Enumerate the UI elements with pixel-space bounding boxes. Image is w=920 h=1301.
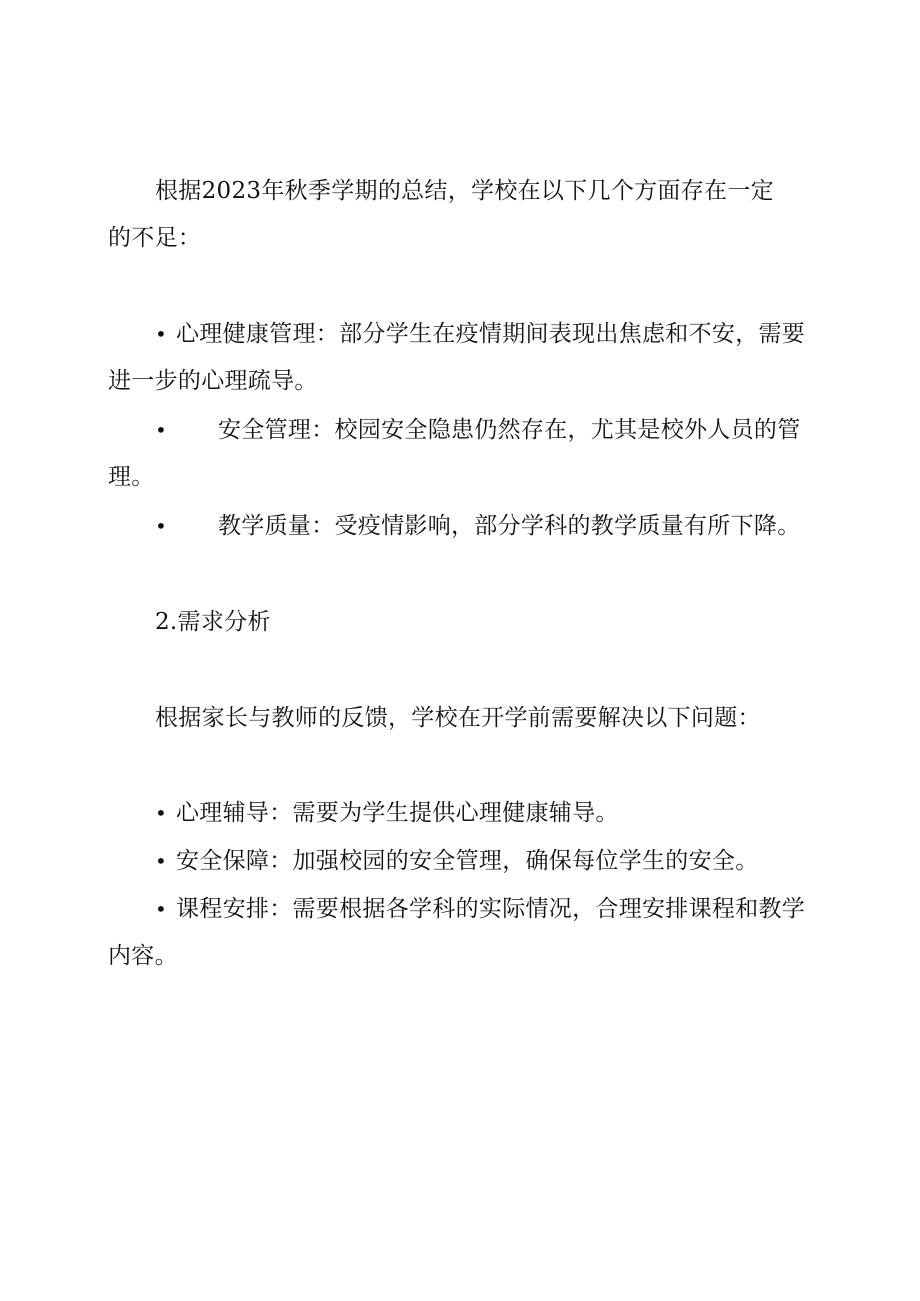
list-item-text-line-2: 理。 — [108, 464, 155, 490]
bullet-marker: • — [155, 897, 167, 921]
section-heading: 2.需求分析 — [155, 609, 271, 635]
list-item-text-line-2: 进一步的心理疏导。 — [108, 368, 318, 394]
list-item-text-line-1: 安全管理：校园安全隐患仍然存在，尤其是校外人员的管 — [218, 417, 801, 443]
list-item-text-line-1: 安全保障：加强校园的安全管理，确保每位学生的安全。 — [176, 848, 759, 874]
intro-paragraph-line-2: 的不足： — [108, 225, 202, 251]
bullet-marker: • — [155, 322, 167, 346]
section-intro: 根据家长与教师的反馈，学校在开学前需要解决以下问题： — [155, 705, 761, 731]
list-item-text-line-1: 心理辅导：需要为学生提供心理健康辅导。 — [176, 800, 619, 826]
bullet-marker: • — [155, 418, 167, 442]
list-item-text-line-1: 教学质量：受疫情影响，部分学科的教学质量有所下降。 — [218, 513, 801, 539]
bullet-marker: • — [155, 514, 167, 538]
list-item-text-line-1: 课程安排：需要根据各学科的实际情况，合理安排课程和教学 — [176, 896, 806, 922]
bullet-marker: • — [155, 801, 167, 825]
bullet-marker: • — [155, 849, 167, 873]
list-item-text-line-2: 内容。 — [108, 943, 178, 969]
list-item-text-line-1: 心理健康管理：部分学生在疫情期间表现出焦虑和不安，需要 — [176, 321, 806, 347]
intro-paragraph-line-1: 根据2023年秋季学期的总结，学校在以下几个方面存在一定 — [155, 178, 774, 204]
